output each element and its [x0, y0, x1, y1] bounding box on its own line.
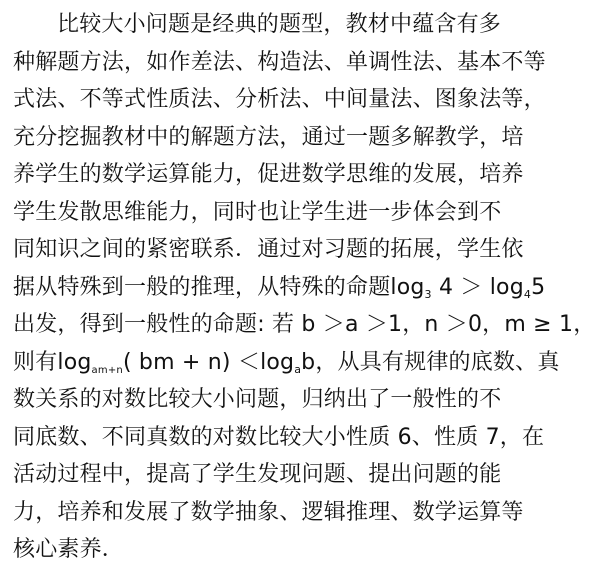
log-arg-bm-n: ( bm + n) ＜	[122, 349, 261, 375]
log-word-3: log	[57, 349, 92, 375]
paragraph-line-4: 充分挖掘教材中的解题方法，通过一题多解教学，培	[13, 124, 524, 150]
log-word-4: log	[260, 349, 295, 375]
log-word-1: log	[390, 274, 425, 300]
paragraph-line-7: 同知识之间的紧密联系．通过对习题的拓展，学生依	[13, 237, 524, 262]
log-word-2: log	[489, 274, 524, 300]
paragraph-line-12: 同底数、不同真数的对数比较大小性质 6、性质 7，在	[13, 424, 545, 450]
paragraph-line-6: 学生发散思维能力，同时也让学生进一步体会到不	[13, 199, 502, 225]
paragraph-line-8	[13, 269, 546, 307]
line-8-text: 据从特殊到一般的推理，从特殊的命题	[13, 274, 391, 300]
log-arg-4: 4 ＞	[431, 274, 490, 300]
log-base-3: 3	[424, 287, 432, 301]
paragraph-line-1: 比较大小问题是经典的题型，教材中蕴含有多	[57, 12, 502, 37]
paragraph-line-14: 力，培养和发展了数学抽象、逻辑推理、数学运算等	[13, 499, 524, 525]
log-base-am-n: am+n	[91, 364, 123, 376]
paragraph-line-11: 数关系的对数比较大小问题，归纳出了一般性的不	[13, 387, 502, 412]
paragraph-line-10	[13, 344, 560, 382]
paragraph-line-2: 种解题方法，如作差法、构造法、单调性法、基本不等	[13, 49, 546, 75]
log-base-4: 4	[523, 287, 532, 301]
paragraph-line-3: 式法、不等式性质法、分析法、中间量法、图象法等，	[13, 87, 546, 112]
log-arg-5: 5	[531, 274, 546, 300]
line-10-prefix: 则有	[13, 349, 58, 375]
paragraph-line-15: 核心素养．	[13, 537, 125, 562]
log-base-a: a	[294, 362, 302, 376]
paragraph-line-9: 出发，得到一般性的命题: 若 b ＞a ＞1，n ＞0，m ≥ 1，	[13, 312, 595, 337]
paragraph-line-13: 活动过程中，提高了学生发现问题、提出问题的能	[13, 462, 502, 487]
log-arg-b: b，从具有规律的底数、真	[301, 349, 560, 375]
paragraph-line-5: 养学生的数学运算能力，促进数学思维的发展，培养	[13, 162, 524, 187]
